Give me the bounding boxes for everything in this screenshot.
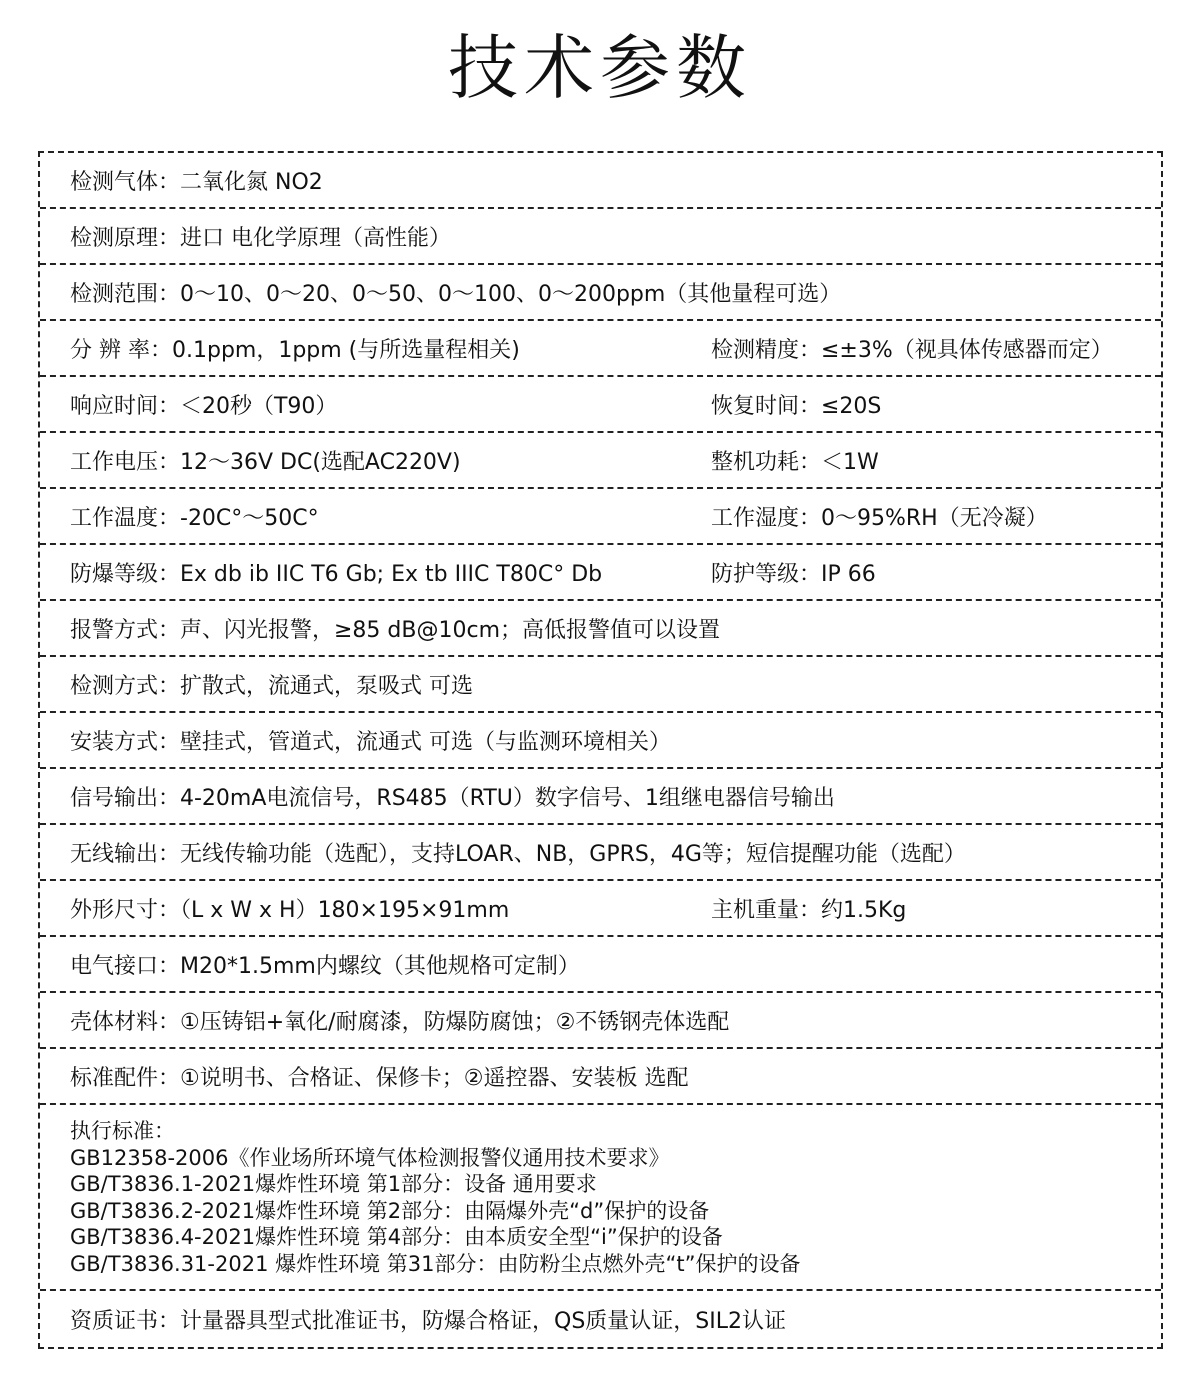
standards-heading: 执行标准：: [70, 1119, 175, 1143]
spec-weight: 主机重量：约1.5Kg: [711, 897, 907, 923]
standard-item: GB/T3836.2-2021爆炸性环境 第2部分：由隔爆外壳“d”保护的设备: [70, 1198, 710, 1223]
spec-method: 检测方式：扩散式，流通式，泵吸式 可选: [70, 673, 473, 699]
spec-accessories: 标准配件：①说明书、合格证、保修卡；②遥控器、安装板 选配: [70, 1065, 689, 1091]
standard-item: GB12358-2006《作业场所环境气体检测报警仪通用技术要求》: [70, 1145, 670, 1170]
spec-explosion: 防爆等级：Ex db ib IIC T6 Gb; Ex tb IIIC T80C° Db: [70, 561, 603, 587]
spec-protection: 防护等级：IP 66: [711, 561, 876, 587]
spec-principle: 检测原理：进口 电化学原理（高性能）: [70, 225, 451, 251]
spec-recovery: 恢复时间：≤20S: [711, 393, 882, 419]
spec-range: 检测范围：0～10、0～20、0～50、0～100、0～200ppm（其他量程可选）: [70, 281, 842, 307]
spec-accuracy: 检测精度：≤±3%（视具体传感器而定）: [711, 337, 1113, 363]
spec-response: 响应时间：＜20秒（T90）: [70, 393, 338, 419]
page-title: 技术参数: [448, 27, 752, 109]
row-principle: [40, 209, 1161, 265]
spec-table: [38, 151, 1163, 1349]
spec-interface: 电气接口：M20*1.5mm内螺纹（其他规格可定制）: [70, 953, 580, 979]
row-certificates: [40, 1291, 1161, 1347]
standard-item: GB/T3836.4-2021爆炸性环境 第4部分：由本质安全型“i”保护的设备: [70, 1225, 723, 1249]
spec-resolution: 分 辨 率：0.1ppm，1ppm (与所选量程相关): [70, 337, 520, 363]
spec-temperature: 工作温度：-20C°～50C°: [70, 505, 319, 531]
spec-gas: 检测气体：二氧化氮 NO2: [70, 169, 323, 195]
row-housing: [40, 993, 1161, 1049]
spec-signal: 信号输出：4-20mA电流信号，RS485（RTU）数字信号、1组继电器信号输出: [70, 785, 835, 811]
spec-install: 安装方式：壁挂式，管道式，流通式 可选（与监测环境相关）: [70, 729, 671, 755]
row-wireless: [40, 825, 1161, 881]
row-install: [40, 713, 1161, 769]
row-accessories: [40, 1049, 1161, 1105]
spec-housing: 壳体材料：①压铸铝+氧化/耐腐漆，防爆防腐蚀；②不锈钢壳体选配: [70, 1009, 730, 1035]
row-interface: [40, 937, 1161, 993]
spec-wireless: 无线输出：无线传输功能（选配），支持LOAR、NB，GPRS，4G等；短信提醒功能（选配）: [70, 841, 966, 867]
spec-power: 整机功耗：＜1W: [711, 449, 879, 475]
row-resolution-accuracy: [40, 321, 1161, 377]
spec-certificates: 资质证书：计量器具型式批准证书，防爆合格证，QS质量认证，SIL2认证: [70, 1308, 786, 1334]
row-signal: [40, 769, 1161, 825]
standard-item: GB/T3836.31-2021 爆炸性环境 第31部分：由防粉尘点燃外壳“t”保护的设备: [70, 1251, 801, 1276]
row-size-weight: [40, 881, 1161, 937]
row-method: [40, 657, 1161, 713]
row-range: [40, 265, 1161, 321]
standard-item: GB/T3836.1-2021爆炸性环境 第1部分：设备 通用要求: [70, 1172, 597, 1196]
spec-alarm: 报警方式：声、闪光报警，≥85 dB@10cm；高低报警值可以设置: [70, 617, 721, 643]
row-explosion-protection: [40, 545, 1161, 601]
spec-humidity: 工作湿度：0～95%RH（无冷凝）: [711, 505, 1048, 531]
row-voltage-power: [40, 433, 1161, 489]
row-alarm: [40, 601, 1161, 657]
row-temperature-humidity: [40, 489, 1161, 545]
row-gas: [40, 153, 1161, 209]
row-standards: [40, 1105, 1161, 1291]
spec-voltage: 工作电压：12～36V DC(选配AC220V): [70, 449, 461, 475]
spec-size: 外形尺寸：（L x W x H）180×195×91mm: [70, 897, 510, 923]
row-response-recovery: [40, 377, 1161, 433]
